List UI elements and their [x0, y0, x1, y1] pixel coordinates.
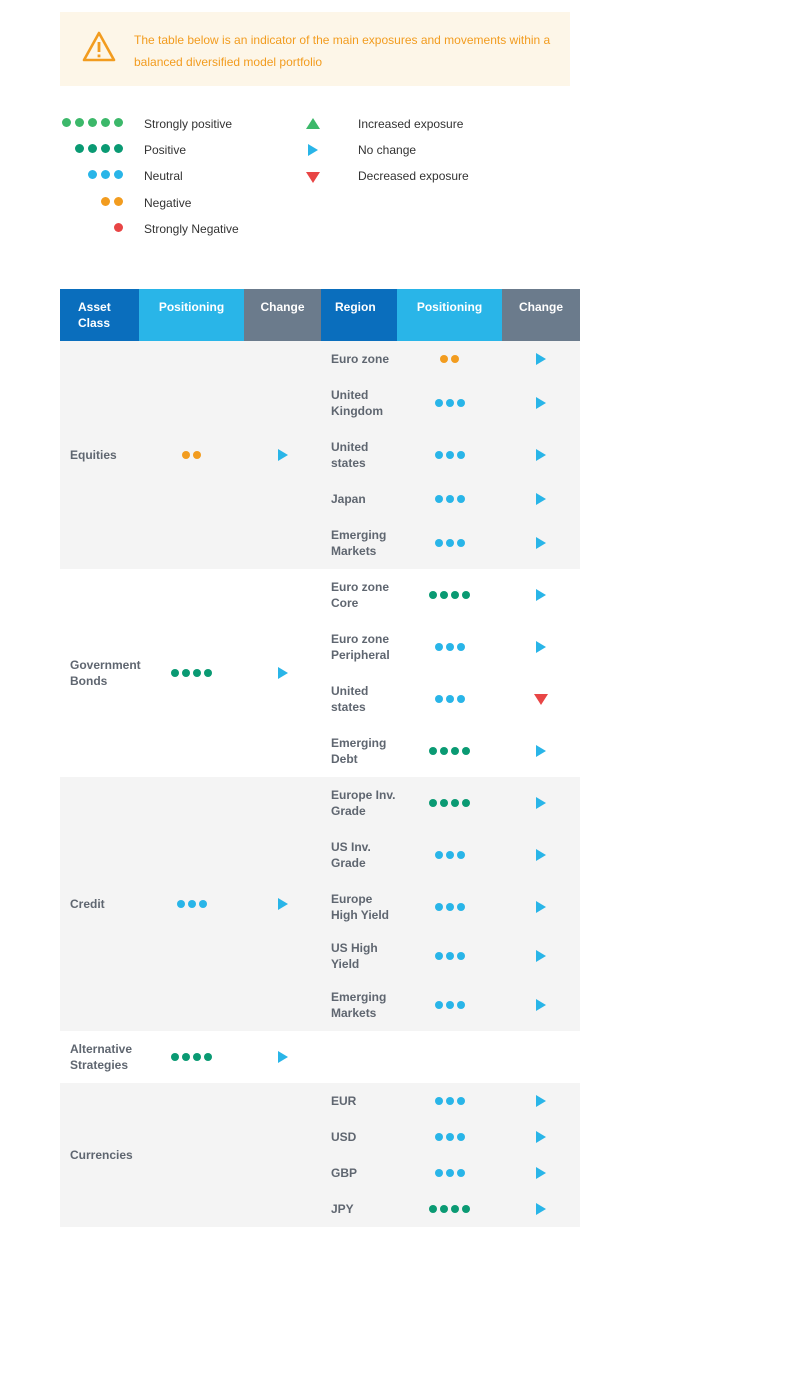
region-cell — [321, 621, 397, 673]
change-indicator — [502, 641, 580, 653]
region-cell — [321, 881, 397, 933]
region-positioning-cell — [397, 933, 502, 979]
asset-class-cell — [60, 777, 139, 1031]
rating-dot — [429, 799, 437, 807]
change-indicator — [502, 589, 580, 601]
region-change-cell — [502, 1083, 580, 1119]
play-right-icon — [278, 898, 288, 910]
rating-dot — [446, 952, 454, 960]
region-change-cell — [502, 341, 580, 377]
rating-dot — [462, 747, 470, 755]
rating-dot — [457, 1097, 465, 1105]
play-right-icon — [536, 589, 546, 601]
rating-dots — [139, 900, 244, 908]
region-change-cell — [502, 881, 580, 933]
table-header-row — [60, 289, 580, 341]
rating-dot — [435, 1169, 443, 1177]
rating-dots — [397, 747, 502, 755]
rating-dot — [440, 1205, 448, 1213]
region-cell — [321, 517, 397, 569]
play-right-icon — [536, 449, 546, 461]
region-cell — [321, 429, 397, 481]
asset-class-cell — [60, 1083, 139, 1227]
asset-change-cell — [244, 569, 321, 777]
rating-dot — [177, 900, 185, 908]
region-cell — [321, 481, 397, 517]
play-right-icon — [536, 641, 546, 653]
rating-dot — [193, 1053, 201, 1061]
rating-dot — [440, 799, 448, 807]
notice-text: The table below is an indicator of the main exposures and movements within a balanced diversified model portfolio — [134, 33, 551, 69]
legend-rating-label: Negative — [144, 196, 192, 210]
region-cell — [321, 1119, 397, 1155]
change-indicator — [502, 849, 580, 861]
play-right-icon — [536, 999, 546, 1011]
rating-dot — [88, 170, 97, 179]
region-label: Europe High Yield — [331, 892, 390, 922]
region-label: GBP — [331, 1166, 358, 1180]
rating-dot — [114, 144, 123, 153]
rating-dot — [446, 643, 454, 651]
change-indicator — [502, 353, 580, 365]
rating-dot — [446, 539, 454, 547]
asset-class-label: Credit — [70, 897, 105, 911]
legend-change-label: No change — [358, 143, 417, 157]
play-right-icon — [536, 849, 546, 861]
asset-class-cell — [60, 1031, 139, 1083]
asset-positioning-cell — [139, 569, 244, 777]
play-right-icon — [536, 797, 546, 809]
region-change-cell — [502, 1155, 580, 1191]
rating-dot — [429, 591, 437, 599]
change-indicator — [502, 999, 580, 1011]
rating-dots — [397, 1133, 502, 1141]
rating-dot — [446, 399, 454, 407]
region-cell — [321, 1155, 397, 1191]
region-positioning-cell — [397, 621, 502, 673]
region-positioning-cell — [397, 1083, 502, 1119]
region-positioning-cell — [397, 829, 502, 881]
rating-dots — [139, 451, 244, 459]
rating-dots — [397, 1169, 502, 1177]
region-cell — [321, 979, 397, 1031]
legend — [60, 112, 560, 252]
region-change-cell — [502, 829, 580, 881]
rating-dot — [435, 952, 443, 960]
triangle-down-icon — [534, 694, 548, 705]
region-change-cell — [502, 725, 580, 777]
region-label: Euro zone Core — [331, 580, 390, 610]
rating-dot — [435, 495, 443, 503]
rating-dot — [182, 669, 190, 677]
rating-dots — [397, 591, 502, 599]
change-indicator — [244, 449, 321, 461]
region-cell — [321, 673, 397, 725]
rating-dot — [101, 170, 110, 179]
change-indicator — [502, 1095, 580, 1107]
rating-dot — [440, 355, 448, 363]
region-label: US High Yield — [331, 941, 378, 971]
rating-dot — [446, 695, 454, 703]
play-right-icon — [536, 1167, 546, 1179]
rating-dot — [193, 451, 201, 459]
rating-dot — [435, 643, 443, 651]
region-cell — [321, 829, 397, 881]
change-indicator — [502, 901, 580, 913]
play-right-icon — [536, 397, 546, 409]
region-change-cell — [502, 1191, 580, 1227]
rating-dots — [139, 1053, 244, 1061]
play-right-icon — [278, 667, 288, 679]
legend-rating-dots — [114, 223, 123, 232]
rating-dot — [429, 1205, 437, 1213]
rating-dot — [171, 1053, 179, 1061]
region-label: Europe Inv. Grade — [331, 788, 396, 818]
region-change-cell — [502, 621, 580, 673]
play-right-icon — [308, 144, 318, 156]
region-cell — [321, 569, 397, 621]
rating-dot — [114, 197, 123, 206]
rating-dot — [457, 851, 465, 859]
region-cell — [321, 1031, 397, 1083]
region-change-cell — [502, 1031, 580, 1083]
rating-dot — [435, 903, 443, 911]
rating-dot — [462, 1205, 470, 1213]
region-positioning-cell — [397, 1155, 502, 1191]
rating-dot — [457, 695, 465, 703]
rating-dot — [435, 539, 443, 547]
rating-dots — [397, 952, 502, 960]
legend-rating-label: Strongly Negative — [144, 222, 239, 236]
rating-dots — [397, 643, 502, 651]
region-positioning-cell — [397, 377, 502, 429]
rating-dots — [397, 539, 502, 547]
rating-dot — [446, 1133, 454, 1141]
region-positioning-cell — [397, 517, 502, 569]
notice-box — [60, 12, 570, 86]
asset-positioning-cell — [139, 777, 244, 1031]
region-label: Emerging Markets — [331, 528, 387, 558]
rating-dot — [114, 118, 123, 127]
rating-dot — [451, 1205, 459, 1213]
warning-icon — [82, 30, 116, 64]
rating-dot — [457, 643, 465, 651]
rating-dots — [397, 799, 502, 807]
region-change-cell — [502, 1119, 580, 1155]
play-right-icon — [536, 950, 546, 962]
region-change-cell — [502, 777, 580, 829]
legend-rating-dots — [75, 144, 123, 153]
legend-change-label: Increased exposure — [358, 117, 464, 131]
region-positioning-cell — [397, 481, 502, 517]
rating-dot — [101, 197, 110, 206]
legend-rating-label: Positive — [144, 143, 187, 157]
rating-dot — [446, 851, 454, 859]
change-indicator — [502, 1203, 580, 1215]
region-positioning-cell — [397, 1191, 502, 1227]
play-right-icon — [536, 1203, 546, 1215]
region-change-cell — [502, 429, 580, 481]
play-right-icon — [278, 1051, 288, 1063]
rating-dot — [114, 170, 123, 179]
region-label: United states — [331, 684, 369, 714]
rating-dots — [397, 695, 502, 703]
rating-dot — [446, 451, 454, 459]
rating-dot — [435, 851, 443, 859]
play-right-icon — [536, 1095, 546, 1107]
change-indicator — [502, 449, 580, 461]
region-cell — [321, 933, 397, 979]
change-indicator — [502, 950, 580, 962]
rating-dot — [62, 118, 71, 127]
rating-dot — [457, 495, 465, 503]
change-indicator — [244, 898, 321, 910]
region-cell — [321, 725, 397, 777]
rating-dots — [397, 1097, 502, 1105]
region-positioning-cell — [397, 1119, 502, 1155]
rating-dot — [446, 1097, 454, 1105]
header-positioning: Positioning — [139, 289, 244, 341]
rating-dot — [114, 223, 123, 232]
region-change-cell — [502, 933, 580, 979]
asset-class-cell — [60, 341, 139, 569]
asset-class-label: Alternative Strategies — [70, 1042, 133, 1072]
triangle-up-icon — [306, 118, 320, 129]
table-row — [60, 777, 580, 829]
play-right-icon — [536, 745, 546, 757]
rating-dot — [446, 1169, 454, 1177]
asset-change-cell — [244, 1031, 321, 1083]
table-body — [60, 341, 580, 1227]
region-cell — [321, 341, 397, 377]
asset-class-label: Equities — [70, 448, 117, 462]
header-region-positioning: Positioning — [397, 289, 502, 341]
play-right-icon — [536, 901, 546, 913]
region-label: JPY — [331, 1202, 354, 1216]
rating-dot — [88, 144, 97, 153]
region-change-cell — [502, 673, 580, 725]
region-label: United Kingdom — [331, 388, 383, 418]
legend-change-label: Decreased exposure — [358, 169, 469, 183]
region-positioning-cell — [397, 341, 502, 377]
asset-class-label: Currencies — [70, 1148, 133, 1162]
play-right-icon — [536, 1131, 546, 1143]
change-indicator — [502, 797, 580, 809]
region-label: Euro zone — [331, 352, 390, 366]
change-indicator — [244, 1051, 321, 1063]
rating-dot — [457, 399, 465, 407]
asset-change-cell — [244, 777, 321, 1031]
rating-dots — [397, 495, 502, 503]
change-indicator — [502, 493, 580, 505]
rating-dot — [188, 900, 196, 908]
triangle-down-icon — [306, 172, 320, 183]
table-row — [60, 341, 580, 377]
region-change-cell — [502, 481, 580, 517]
change-indicator — [502, 537, 580, 549]
play-right-icon — [536, 493, 546, 505]
rating-dot — [462, 591, 470, 599]
region-label: Emerging Markets — [331, 990, 387, 1020]
rating-dot — [462, 799, 470, 807]
play-right-icon — [278, 449, 288, 461]
region-label: Emerging Debt — [331, 736, 387, 766]
play-right-icon — [536, 353, 546, 365]
rating-dot — [204, 1053, 212, 1061]
asset-class-label: Government Bonds — [70, 658, 141, 688]
rating-dot — [435, 451, 443, 459]
change-indicator — [502, 1131, 580, 1143]
rating-dot — [204, 669, 212, 677]
region-positioning-cell — [397, 1031, 502, 1083]
legend-rating-label: Neutral — [144, 169, 183, 183]
rating-dot — [457, 451, 465, 459]
header-asset-class: Asset Class — [60, 289, 139, 341]
rating-dot — [457, 539, 465, 547]
rating-dot — [451, 355, 459, 363]
rating-dots — [397, 903, 502, 911]
rating-dots — [139, 669, 244, 677]
rating-dots — [397, 355, 502, 363]
header-region: Region — [321, 289, 397, 341]
region-positioning-cell — [397, 569, 502, 621]
rating-dot — [440, 747, 448, 755]
table-row — [60, 1083, 580, 1119]
rating-dot — [457, 1001, 465, 1009]
legend-rating-dots — [101, 197, 123, 206]
change-indicator — [502, 745, 580, 757]
rating-dots — [397, 1001, 502, 1009]
rating-dot — [435, 1001, 443, 1009]
rating-dot — [193, 669, 201, 677]
rating-dot — [457, 952, 465, 960]
rating-dots — [397, 1205, 502, 1213]
region-label: US Inv. Grade — [331, 840, 371, 870]
change-indicator — [502, 397, 580, 409]
rating-dot — [429, 747, 437, 755]
rating-dot — [435, 399, 443, 407]
rating-dot — [440, 591, 448, 599]
region-cell — [321, 1191, 397, 1227]
legend-rating-dots — [62, 118, 123, 127]
change-indicator — [502, 1167, 580, 1179]
allocation-table — [60, 289, 580, 1227]
rating-dot — [451, 591, 459, 599]
asset-positioning-cell — [139, 1031, 244, 1083]
rating-dot — [451, 799, 459, 807]
play-right-icon — [536, 537, 546, 549]
rating-dot — [435, 695, 443, 703]
region-label: United states — [331, 440, 369, 470]
region-label: Japan — [331, 492, 366, 506]
region-positioning-cell — [397, 881, 502, 933]
rating-dots — [397, 399, 502, 407]
rating-dot — [446, 1001, 454, 1009]
rating-dot — [101, 118, 110, 127]
header-region-change: Change — [502, 289, 580, 341]
rating-dot — [199, 900, 207, 908]
region-positioning-cell — [397, 979, 502, 1031]
rating-dot — [75, 118, 84, 127]
rating-dot — [435, 1097, 443, 1105]
region-cell — [321, 777, 397, 829]
region-change-cell — [502, 377, 580, 429]
asset-class-cell — [60, 569, 139, 777]
region-positioning-cell — [397, 429, 502, 481]
asset-positioning-cell — [139, 341, 244, 569]
rating-dot — [101, 144, 110, 153]
asset-change-cell — [244, 341, 321, 569]
rating-dot — [457, 903, 465, 911]
rating-dot — [171, 669, 179, 677]
region-cell — [321, 377, 397, 429]
rating-dot — [435, 1133, 443, 1141]
table-row — [60, 569, 580, 621]
rating-dot — [446, 495, 454, 503]
rating-dot — [88, 118, 97, 127]
rating-dot — [446, 903, 454, 911]
region-change-cell — [502, 979, 580, 1031]
rating-dot — [457, 1133, 465, 1141]
rating-dot — [182, 1053, 190, 1061]
legend-rating-dots — [88, 170, 123, 179]
table-row — [60, 1031, 580, 1083]
rating-dot — [457, 1169, 465, 1177]
region-positioning-cell — [397, 725, 502, 777]
legend-rating-label: Strongly positive — [144, 117, 233, 131]
region-label: Euro zone Peripheral — [331, 632, 390, 662]
rating-dot — [182, 451, 190, 459]
region-positioning-cell — [397, 673, 502, 725]
header-change: Change — [244, 289, 321, 341]
change-indicator — [502, 694, 580, 705]
asset-positioning-cell — [139, 1083, 244, 1227]
region-label: EUR — [331, 1094, 357, 1108]
region-cell — [321, 1083, 397, 1119]
rating-dots — [397, 851, 502, 859]
region-change-cell — [502, 569, 580, 621]
change-indicator — [244, 667, 321, 679]
region-change-cell — [502, 517, 580, 569]
region-positioning-cell — [397, 777, 502, 829]
rating-dots — [397, 451, 502, 459]
region-label: USD — [331, 1130, 357, 1144]
rating-dot — [75, 144, 84, 153]
rating-dot — [451, 747, 459, 755]
asset-change-cell — [244, 1083, 321, 1227]
